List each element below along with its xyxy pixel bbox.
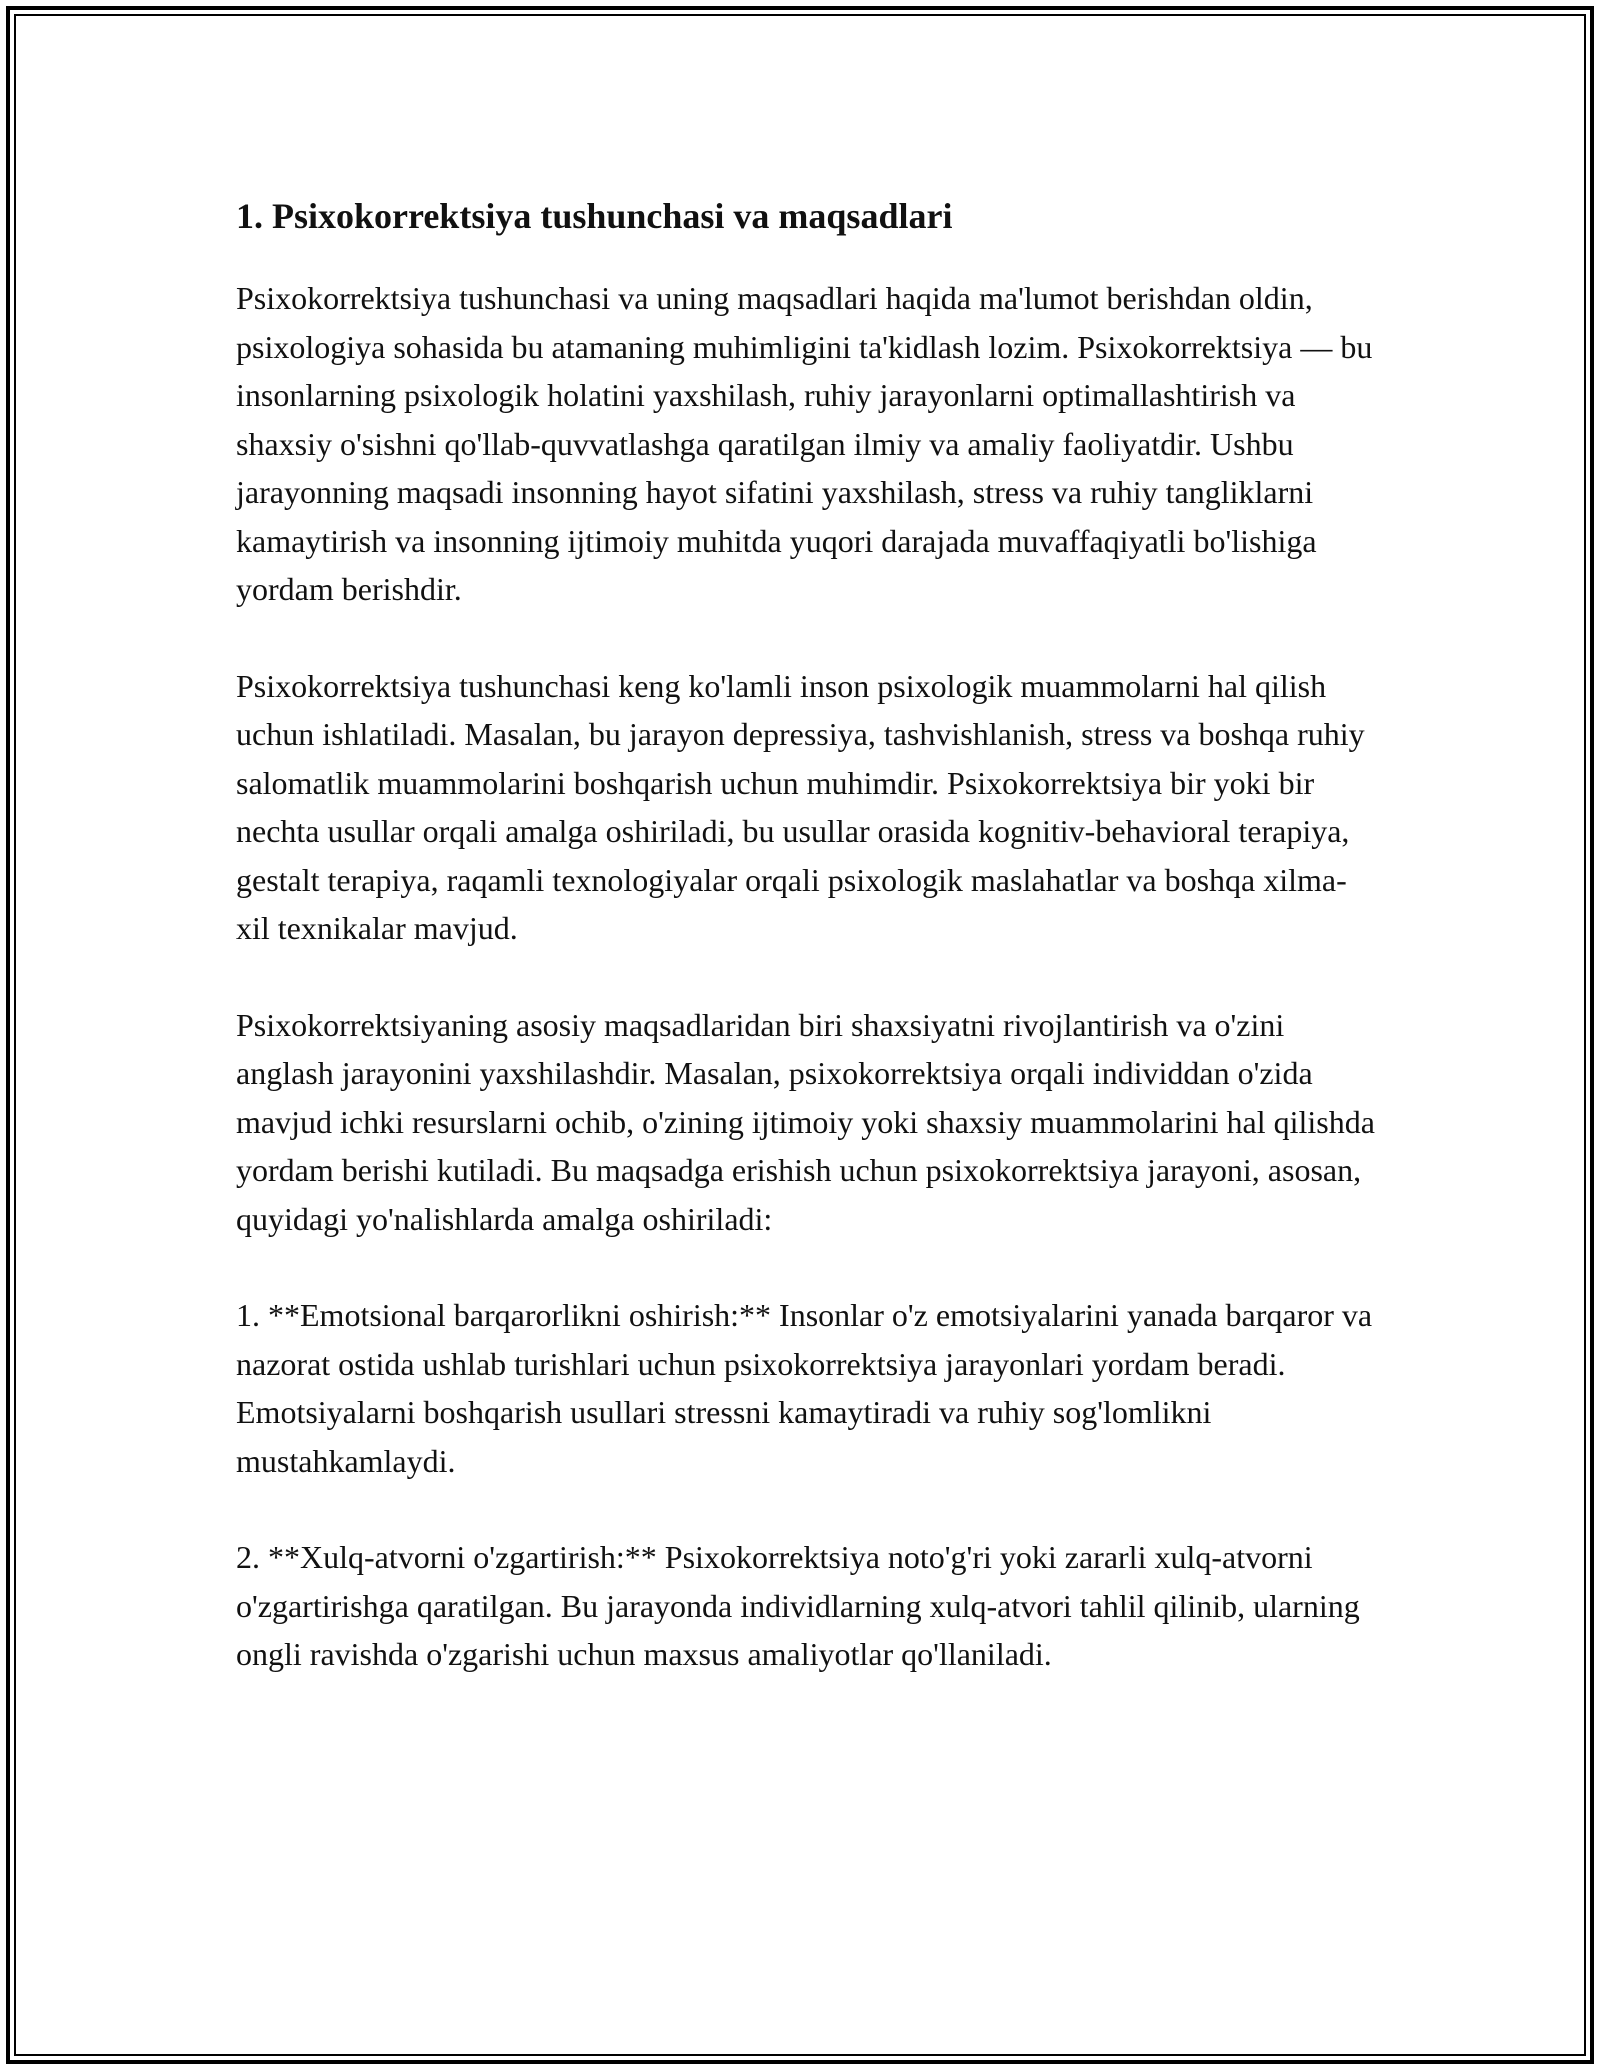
document-body bbox=[236, 188, 1376, 1727]
list-item-emotional-stability: 1. **Emotsional barqarorlikni oshirish:** Insonlar o'z emotsiyalarini yanada barqaror va nazorat ostida ushlab turishlari uchun psixokorrektsiya jarayonlari yordam beradi. Emotsiyalarni boshqarish usullari stressni kamaytiradi va ruhiy sog'lomlikni mustahkamlaydi. bbox=[236, 1297, 1373, 1479]
paragraph-goals: Psixokorrektsiyaning asosiy maqsadlaridan biri shaxsiyatni rivojlantirish va o'zini anglash jarayonini yaxshilashdir. Masalan, psixokorrektsiya orqali individdan o'zida mavjud ichki resurslarni ochib, o'zining ijtimoiy yoki shaxsiy muammolarini hal qilishda yordam berishi kutiladi. Bu maqsadga erishish uchun psixokorrektsiya jarayoni, asosan, quyidagi yo'nalishlarda amalga oshiriladi: bbox=[236, 1006, 1375, 1237]
paragraph-intro: Psixokorrektsiya tushunchasi va uning maqsadlari haqida ma'lumot berishdan oldin, psixologiya sohasida bu atamaning muhimligini ta'kidlash lozim. Psixokorrektsiya — bu insonlarning psixologik holatini yaxshilash, ruhiy jarayonlarni optimallashtirish va shaxsiy o'sishni qo'llab-quvvatlashga qaratilgan ilmiy va amaliy faoliyatdir. Ushbu jarayonning maqsadi insonning hayot sifatini yaxshilash, stress va ruhiy tangliklarni kamaytirish va insonning ijtimoiy muhitda yuqori darajada muvaffaqiyatli bo'lishiga yordam berishdir. bbox=[236, 280, 1373, 607]
section-heading: 1. Psixokorrektsiya tushunchasi va maqsadlari bbox=[236, 196, 953, 236]
list-item-behavior-change: 2. **Xulq-atvorni o'zgartirish:** Psixokorrektsiya noto'g'ri yoki zararli xulq-atvorni o'zgartirishga qaratilgan. Bu jarayonda individlarning xulq-atvori tahlil qilinib, ularning ongli ravishda o'zgarishi uchun maxsus amaliyotlar qo'llaniladi. bbox=[236, 1539, 1360, 1672]
paragraph-usage: Psixokorrektsiya tushunchasi keng ko'lamli inson psixologik muammolarni hal qilish uchun ishlatiladi. Masalan, bu jarayon depressiya, tashvishlanish, stress va boshqa ruhiy salomatlik muammolarini boshqarish uchun muhimdir. Psixokorrektsiya bir yoki bir nechta usullar orqali amalga oshiriladi, bu usullar orasida kognitiv-behavioral terapiya, gestalt terapiya, raqamli texnologiyalar orqali psixologik maslahatlar va boshqa xilma-xil texnikalar mavjud. bbox=[236, 667, 1365, 946]
